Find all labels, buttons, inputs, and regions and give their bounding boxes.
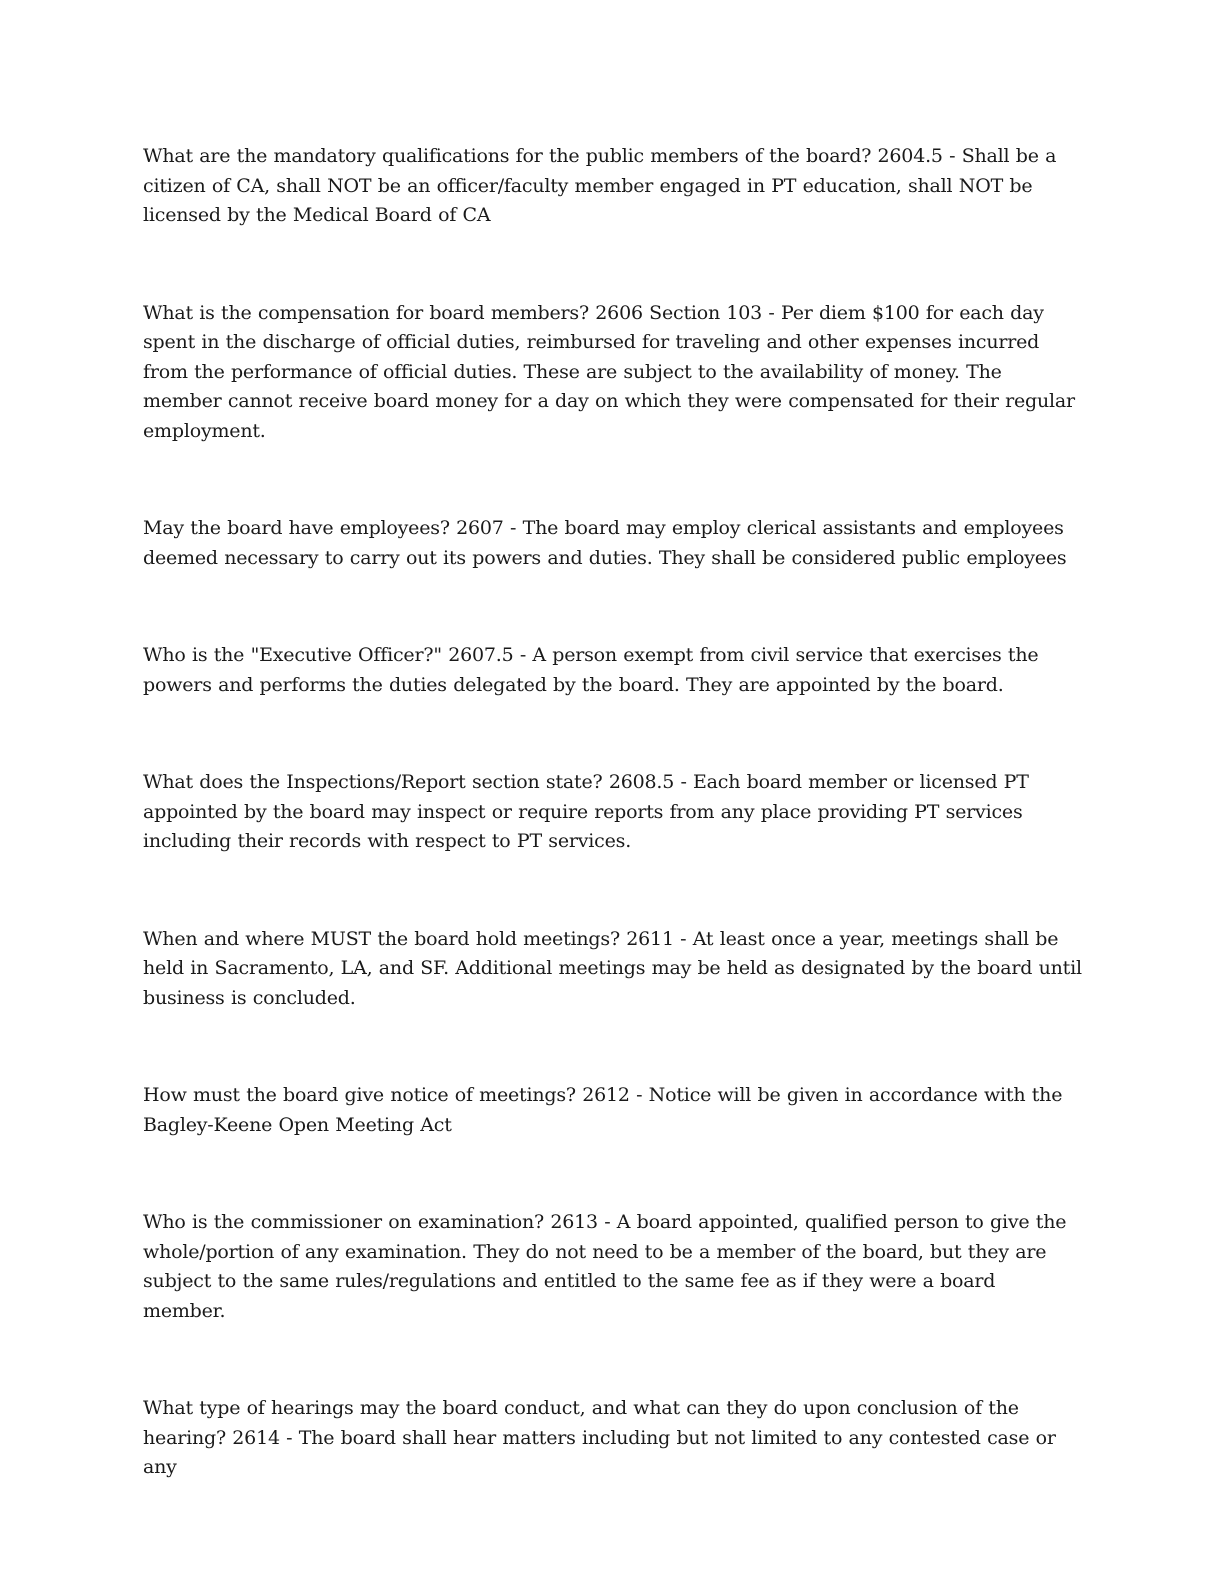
qa-entry-notice: How must the board give notice of meetings? 2612 - Notice will be given in accordance with the Bagley-Keene Open Meeting Act	[143, 1084, 1063, 1136]
qa-entry-compensation: What is the compensation for board members? 2606 Section 103 - Per diem $100 for each day spent in the discharge of official duties, reimbursed for traveling and other expenses incurred from the performance of official duties. These are subject to the availability of money. The member cannot receive board money for a day on which they were compensated for their regular employment.	[143, 301, 1075, 442]
qa-entry-hearings: What type of hearings may the board conduct, and what can they do upon conclusion of the hearing? 2614 - The board shall hear matters including but not limited to any contested case or any	[143, 1397, 1056, 1478]
qa-list	[143, 142, 1083, 1483]
qa-entry-meetings: When and where MUST the board hold meetings? 2611 - At least once a year, meetings shall be held in Sacramento, LA, and SF. Additional meetings may be held as designated by the board until business is concluded.	[143, 927, 1082, 1009]
qa-entry-qualifications: What are the mandatory qualifications for the public members of the board? 2604.5 - Shall be a citizen of CA, shall NOT be an officer/faculty member engaged in PT education, shall NOT be licensed by the Medical Board of CA	[143, 145, 1057, 226]
qa-entry-employees: May the board have employees? 2607 - The board may employ clerical assistants and employees deemed necessary to carry out its powers and duties. They shall be considered public employees	[143, 517, 1067, 569]
qa-entry-inspections: What does the Inspections/Report section state? 2608.5 - Each board member or licensed PT appointed by the board may inspect or require reports from any place providing PT services including their records with respect to PT services.	[143, 771, 1029, 852]
qa-entry-commissioner: Who is the commissioner on examination? 2613 - A board appointed, qualified person to give the whole/portion of any examination. They do not need to be a member of the board, but they are subject to the same rules/regulations and entitled to the same fee as if they were a board member.	[143, 1211, 1067, 1322]
qa-entry-executive-officer: Who is the "Executive Officer?" 2607.5 - A person exempt from civil service that exercises the powers and performs the duties delegated by the board. They are appointed by the board.	[143, 644, 1039, 696]
